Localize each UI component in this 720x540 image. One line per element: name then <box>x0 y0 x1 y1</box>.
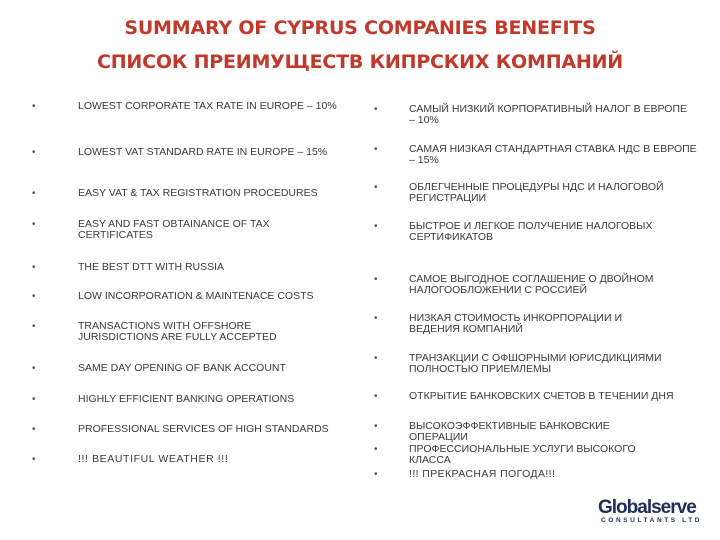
bullet-icon: • <box>32 291 36 302</box>
benefit-ru-8: ОТКРЫТИЕ БАНКОВСКИХ СЧЕТОВ В ТЕЧЕНИИ ДНЯ <box>409 390 674 402</box>
bullet-icon: • <box>32 101 36 112</box>
benefit-en-3: EASY VAT & TAX REGISTRATION PROCEDURES <box>78 187 318 199</box>
benefit-ru-2: САМАЯ НИЗКАЯ СТАНДАРТНАЯ СТАВКА НДС В ЕВРОПЕ – 15% <box>409 143 697 166</box>
benefit-ru-3: ОБЛЕГЧЕННЫЕ ПРОЦЕДУРЫ НДС И НАЛОГОВОЙ РЕГИСТРАЦИИ <box>409 181 664 204</box>
bullet-icon: • <box>374 221 378 232</box>
benefit-en-11: !!! BEAUTIFUL WEATHER !!! <box>78 453 229 465</box>
company-logo <box>598 497 703 529</box>
benefit-ru-6: НИЗКАЯ СТОИМОСТЬ ИНКОРПОРАЦИИ И ВЕДЕНИЯ КОМПАНИЙ <box>409 312 622 335</box>
bullet-icon: • <box>374 391 378 402</box>
benefit-en-10: PROFESSIONAL SERVICES OF HIGH STANDARDS <box>78 423 329 435</box>
benefit-en-8: SAME DAY OPENING OF BANK ACCOUNT <box>78 362 286 374</box>
bullet-icon: • <box>374 144 378 155</box>
bullet-icon: • <box>32 454 36 465</box>
bullet-icon: • <box>32 321 36 332</box>
benefit-ru-5: САМОЕ ВЫГОДНОЕ СОГЛАШЕНИЕ О ДВОЙНОМ НАЛОГООБЛОЖЕНИИ С РОССИЕЙ <box>409 273 654 296</box>
bullet-icon: • <box>374 274 378 285</box>
title-russian: СПИСОК ПРЕИМУЩЕСТВ КИПРСКИХ КОМПАНИЙ <box>96 51 623 73</box>
benefit-en-5: THE BEST DTT WITH RUSSIA <box>78 261 225 273</box>
bullet-icon: • <box>374 313 378 324</box>
benefit-ru-4: БЫСТРОЕ И ЛЕГКОЕ ПОЛУЧЕНИЕ НАЛОГОВЫХ СЕРТИФИКАТОВ <box>409 220 653 243</box>
bullet-icon: • <box>374 469 378 480</box>
title-english: SUMMARY OF CYPRUS COMPANIES BENEFITS <box>124 17 596 39</box>
bullet-icon: • <box>32 262 36 273</box>
bullet-icon: • <box>374 104 378 115</box>
logo-text: Globalserve <box>598 497 696 518</box>
benefit-ru-10: ПРОФЕССИОНАЛЬНЫЕ УСЛУГИ ВЫСОКОГО КЛАССА <box>409 443 636 466</box>
benefit-en-2: LOWEST VAT STANDARD RATE IN EUROPE – 15% <box>78 146 328 158</box>
bullet-icon: • <box>374 182 378 193</box>
bullet-icon: • <box>32 363 36 374</box>
benefit-en-1: LOWEST CORPORATE TAX RATE IN EUROPE – 10% <box>78 100 337 112</box>
bullet-icon: • <box>32 219 36 230</box>
bullet-icon: • <box>32 147 36 158</box>
benefit-en-7: TRANSACTIONS WITH OFFSHORE JURISDICTIONS ARE FULLY ACCEPTED <box>78 320 277 343</box>
benefit-en-9: HIGHLY EFFICIENT BANKING OPERATIONS <box>78 393 295 405</box>
bullet-icon: • <box>374 353 378 364</box>
bullet-icon: • <box>374 421 378 432</box>
bullet-icon: • <box>32 188 36 199</box>
bullet-icon: • <box>374 444 378 455</box>
bullet-icon: • <box>32 424 36 435</box>
benefit-ru-1: САМЫЙ НИЗКИЙ КОРПОРАТИВНЫЙ НАЛОГ В ЕВРОПЕ – 10% <box>409 103 688 126</box>
benefit-en-4: EASY AND FAST OBTAINANCE OF TAX CERTIFICATES <box>78 218 270 241</box>
benefit-ru-7: ТРАНЗАКЦИИ С ОФШОРНЫМИ ЮРИСДИКЦИЯМИ ПОЛНОСТЬЮ ПРИЕМЛЕМЫ <box>409 352 662 375</box>
bullet-icon: • <box>32 394 36 405</box>
benefit-en-6: LOW INCORPORATION & MAINTENACE COSTS <box>78 290 314 302</box>
benefit-ru-9: ВЫСОКОЭФФЕКТИВНЫЕ БАНКОВСКИЕ ОПЕРАЦИИ <box>409 420 610 443</box>
benefit-ru-11: !!! ПРЕКРАСНАЯ ПОГОДА!!! <box>409 468 556 480</box>
logo-subtitle: CONSULTANTS LTD <box>601 517 703 524</box>
